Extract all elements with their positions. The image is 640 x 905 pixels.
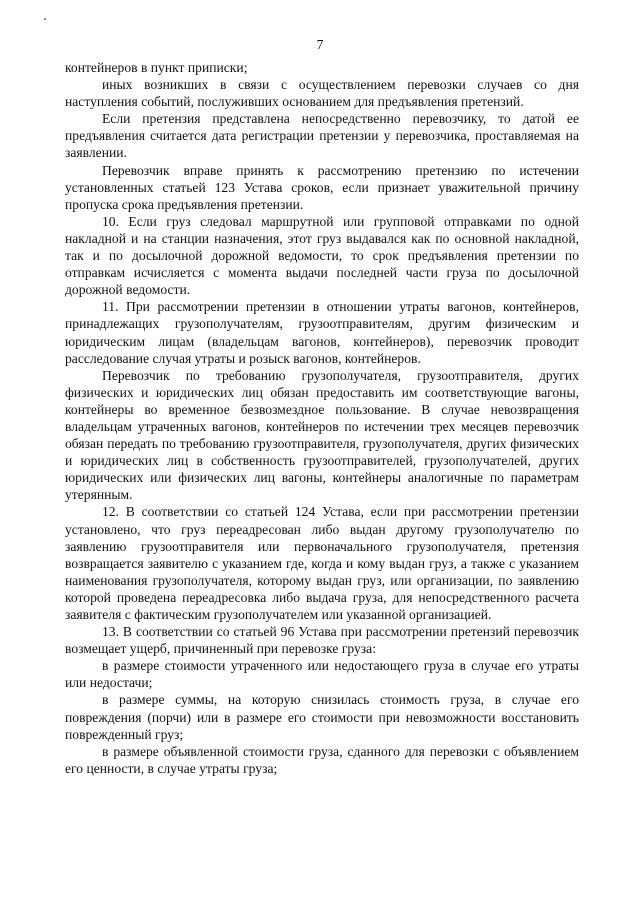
paragraph-item-11: 11. При рассмотрении претензии в отношении утраты вагонов, контейнеров, принадлежащих грузополучателям, грузоотправителям, другим физическим и юридическим лицам (владельцам вагонов, контейнеров), перевозчик проводит расследование случая утраты и розыск вагонов, контейнеров.	[65, 299, 579, 366]
paragraph: Если претензия представлена непосредственно перевозчику, то датой ее предъявления считается дата регистрации претензии у перевозчика, проставляемая на заявлении.	[65, 111, 579, 161]
page-number: 7	[316, 37, 324, 52]
paragraph: в размере объявленной стоимости груза, сданного для перевозки с объявлением его ценности, в случае утраты груза;	[65, 743, 579, 776]
paragraph: контейнеров в пункт приписки;	[65, 60, 248, 75]
paragraph-item-10: 10. Если груз следовал маршрутной или групповой отправками по одной накладной и на станции назначения, этот груз выдавался как по основной накладной, так и по досылочной дорожной ведомости, то срок предъявления претензии по отправкам исчисляется с момента выдачи последней части груза по досылочной дорожной ведомости.	[65, 213, 579, 298]
paragraph: Перевозчик по требованию грузополучателя, грузоотправителя, других физических и юридических лиц обязан предоставить им соответствующие вагоны, контейнеры во временное безвозмездное пользование. В случае невозвращения владельцам утраченных вагонов, контейнеров по истечении трех месяцев перевозчик обязан передать по требованию грузоотправителя, грузополучателя, других физических и юридических лиц в собственность грузоотправителей, грузополучателей, других юридических или физических лиц вагоны, контейнеры аналогичные по параметрам утерянным.	[65, 367, 579, 503]
paragraph: в размере стоимости утраченного или недостающего груза в случае его утраты или недостачи;	[65, 658, 579, 691]
paragraph: иных возникших в связи с осуществлением перевозки случаев со дня наступления событий, послуживших основанием для предъявления претензий.	[65, 77, 579, 110]
paragraph: в размере суммы, на которую снизилась стоимость груза, в случае его повреждения (порчи) или в размере его стоимости при невозможности восстановить поврежденный груз;	[65, 692, 579, 742]
paragraph-item-12: 12. В соответствии со статьей 124 Устава, если при рассмотрении претензии установлено, что груз переадресован либо выдан другому грузополучателю по заявлению грузоотправителя или первоначального грузополучателя, претензия возвращается заявителю с указанием где, когда и кому выдан груз, а также с указанием наименования грузополучателя, которому выдан груз, или организации, по заявлению которой проведена переадресовка либо выдача груза, для непосредственного расчета заявителя с фактическим грузополучателем или указанной организацией.	[65, 504, 579, 622]
scan-artifact	[44, 18, 46, 20]
paragraph: Перевозчик вправе принять к рассмотрению претензию по истечении установленных статьей 123 Устава сроков, если признает уважительной причину пропуска срока предъявления претензии.	[65, 162, 579, 212]
paragraph-item-13: 13. В соответствии со статьей 96 Устава при рассмотрении претензий перевозчик возмещает ущерб, причиненный при перевозке груза:	[65, 624, 579, 657]
document-body	[65, 59, 579, 777]
